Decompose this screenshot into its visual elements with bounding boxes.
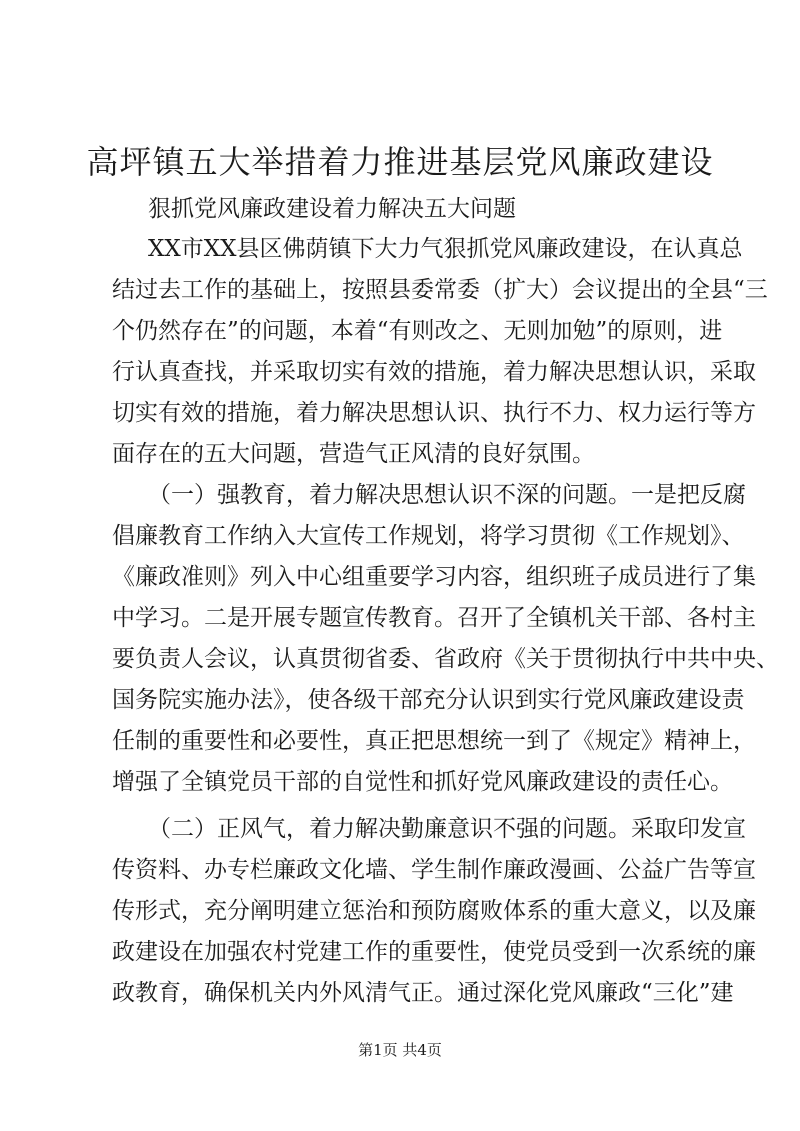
- paragraph-line: （二）正风气，着力解决勤廉意识不强的问题。采取印发宣: [148, 816, 746, 842]
- paragraph-line: 面存在的五大问题，营造气正风清的良好氛围。: [112, 441, 595, 467]
- paragraph-line: 切实有效的措施，着力解决思想认识、执行不力、权力运行等方: [112, 400, 756, 426]
- paragraph-line: 倡廉教育工作纳入大宣传工作规划，将学习贯彻《工作规划》、: [112, 523, 745, 549]
- paragraph-line: 要负责人会议，认真贯彻省委、省政府《关于贯彻执行中共中央、: [112, 646, 779, 672]
- paragraph-line: 个仍然存在”的问题，本着“有则改之、无则加勉”的原则，进: [112, 318, 723, 344]
- paragraph-line: 传形式，充分阐明建立惩治和预防腐败体系的重大意义，以及廉: [112, 898, 756, 924]
- paragraph-line: 增强了全镇党员干部的自觉性和抓好党风廉政建设的责任心。: [112, 769, 733, 795]
- page-footer: 第1页 共4页: [358, 1041, 442, 1059]
- paragraph-line: 国务院实施办法》，使各级干部充分认识到实行党风廉政建设责: [112, 687, 745, 713]
- paragraph-line: 政教育，确保机关内外风清气正。通过深化党风廉政“三化”建: [112, 980, 734, 1006]
- paragraph-line: 行认真查找，并采取切实有效的措施，着力解决思想认识，采取: [112, 359, 756, 385]
- paragraph-line: （一）强教育，着力解决思想认识不深的问题。一是把反腐: [148, 482, 746, 508]
- page-title: 高坪镇五大举措着力推进基层党风廉政建设: [86, 143, 714, 181]
- paragraph-line: 传资料、办专栏廉政文化墙、学生制作廉政漫画、公益广告等宣: [112, 857, 756, 883]
- paragraph-line: 结过去工作的基础上，按照县委常委（扩大）会议提出的全县“三: [112, 277, 768, 303]
- paragraph-line: 中学习。二是开展专题宣传教育。召开了全镇机关干部、各村主: [112, 605, 756, 631]
- paragraph-line: 《廉政准则》列入中心组重要学习内容，组织班子成员进行了集: [112, 564, 756, 590]
- subtitle-line: 狠抓党风廉政建设着力解决五大问题: [148, 196, 516, 222]
- paragraph-line: XX市XX县区佛荫镇下大力气狠抓党风廉政建设，在认真总: [148, 236, 743, 262]
- paragraph-line: 任制的重要性和必要性，真正把思想统一到了《规定》精神上，: [112, 728, 756, 754]
- paragraph-line: 政建设在加强农村党建工作的重要性，使党员受到一次系统的廉: [112, 939, 756, 965]
